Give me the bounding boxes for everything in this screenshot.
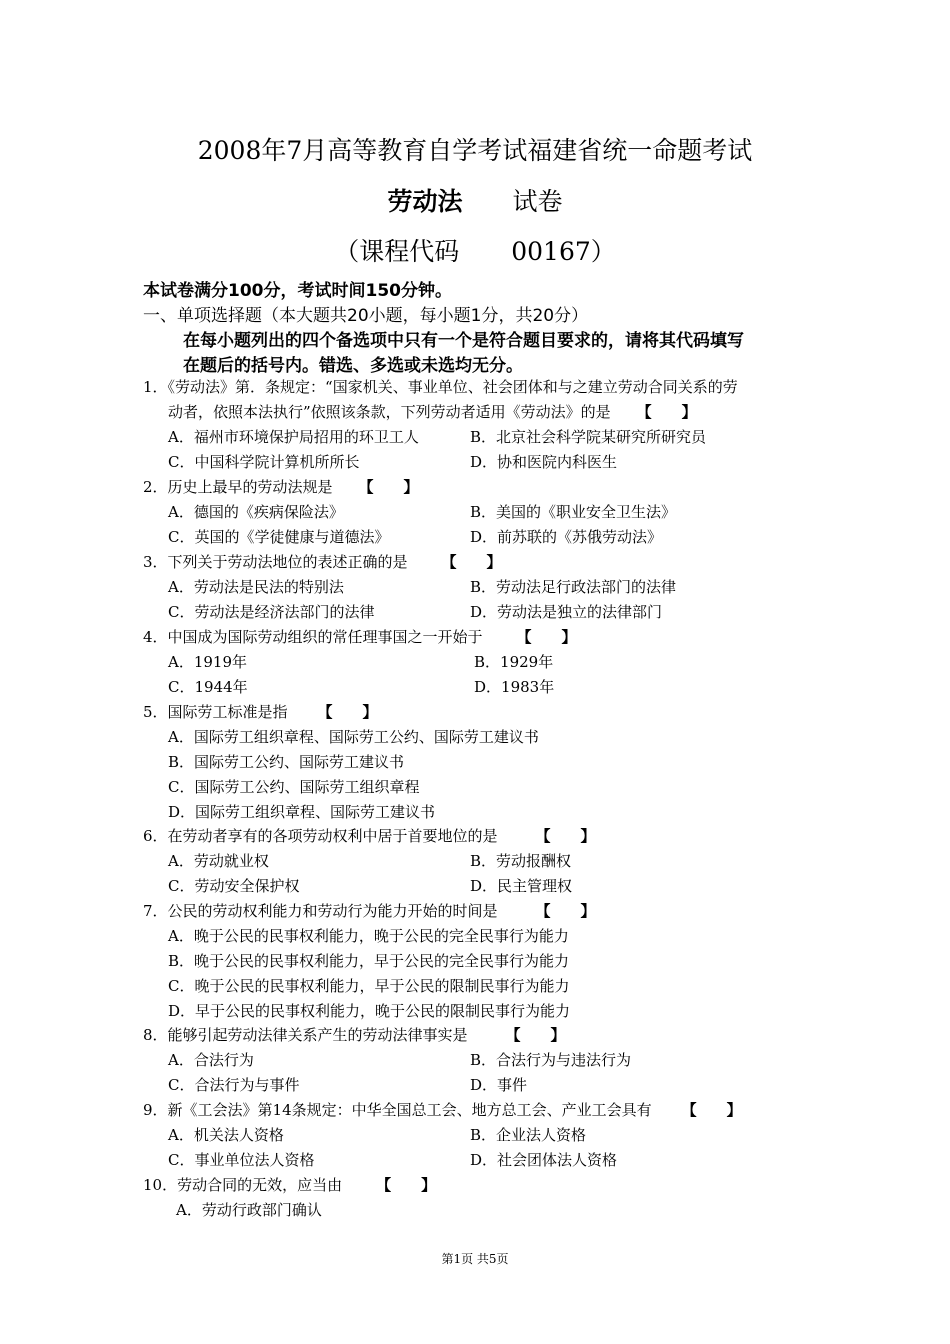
subject-name: 劳动法 [387,187,463,216]
q4-option-b: B．1929年 [474,653,554,671]
q9-option-a: A．机关法人资格 [168,1126,284,1144]
answer-bracket: 【 】 [636,403,697,421]
q8-option-c: C．合法行为与事件 [168,1076,300,1094]
question-8-stem: 8．能够引起劳动法律关系产生的劳动法律事实是 【 】 [143,1026,566,1044]
q9-option-b: B．企业法人资格 [470,1126,587,1144]
answer-bracket: 【 】 [376,1176,437,1194]
q1-option-c: C．中国科学院计算机所所长 [168,453,360,471]
q6-option-d: D．民主管理权 [470,877,573,895]
section-instruction-2: 在题后的括号内。错选、多选或未选均无分。 [183,356,523,376]
q5-option-d: D．国际劳工组织章程、国际劳工建议书 [168,803,436,821]
question-6-stem: 6．在劳动者享有的各项劳动权利中居于首要地位的是 【 】 [143,827,596,845]
section-heading: 一、单项选择题（本大题共20小题，每小题1分，共20分） [143,306,589,326]
q8-option-a: A．合法行为 [168,1051,254,1069]
q3-option-d: D．劳动法是独立的法律部门 [470,603,663,621]
answer-bracket: 【 】 [317,703,378,721]
q2-option-c: C．英国的《学徒健康与道德法》 [168,528,390,546]
q3-option-a: A．劳动法是民法的特别法 [168,578,344,596]
q3-option-c: C．劳动法是经济法部门的法律 [168,603,375,621]
q5-option-c: C．国际劳工公约、国际劳工组织章程 [168,778,420,796]
q3-option-b: B．劳动法足行政法部门的法律 [470,578,677,596]
course-code-line [0,232,950,268]
question-5-stem: 5．国际劳工标准是指 【 】 [143,703,378,721]
q1-option-d: D．协和医院内科医生 [470,453,618,471]
q4-option-d: D．1983年 [474,678,555,696]
q8-option-b: B．合法行为与违法行为 [470,1051,632,1069]
q1-option-b: B．北京社会科学院某研究所研究员 [470,428,707,446]
q6-option-a: A．劳动就业权 [168,852,269,870]
q5-option-b: B．国际劳工公约、国际劳工建议书 [168,753,405,771]
exam-intro: 本试卷满分100分，考试时间150分钟。 [143,281,452,301]
answer-bracket: 【 】 [516,628,577,646]
question-4-stem: 4．中国成为国际劳动组织的常任理事国之一开始于 【 】 [143,628,577,646]
section-instruction-1: 在每小题列出的四个备选项中只有一个是符合题目要求的，请将其代码填写 [183,331,744,351]
q7-option-d: D．早于公民的民事权利能力，晚于公民的限制民事行为能力 [168,1002,571,1020]
page-footer: 第1页 共5页 [441,1252,509,1266]
q7-option-a: A．晚于公民的民事权利能力，晚于公民的完全民事行为能力 [168,927,569,945]
answer-bracket: 【 】 [358,478,419,496]
q4-option-a: A．1919年 [168,653,248,671]
q8-option-d: D．事件 [470,1076,528,1094]
answer-bracket: 【 】 [535,827,596,845]
q9-option-c: C．事业单位法人资格 [168,1151,315,1169]
question-2-stem: 2．历史上最早的劳动法规是 【 】 [143,478,419,496]
question-9-stem: 9．新《工会法》第14条规定：中华全国总工会、地方总工会、产业工会具有 【 】 [143,1101,742,1119]
exam-title: 2008年7月高等教育自学考试福建省统一命题考试 [197,136,753,165]
q5-option-a: A．国际劳工组织章程、国际劳工公约、国际劳工建议书 [168,728,539,746]
subject-title [0,182,950,218]
q2-option-a: A．德国的《疾病保险法》 [168,503,344,521]
q2-option-b: B．美国的《职业安全卫生法》 [470,503,677,521]
course-code-value: 00167） [511,237,616,266]
answer-bracket: 【 】 [535,902,596,920]
q7-option-c: C．晚于公民的民事权利能力，早于公民的限制民事行为能力 [168,977,570,995]
q4-option-c: C．1944年 [168,678,248,696]
question-10-stem: 10．劳动合同的无效，应当由 【 】 [143,1176,437,1194]
course-code-label: （课程代码 [334,237,460,266]
answer-bracket: 【 】 [441,553,502,571]
answer-bracket: 【 】 [505,1026,566,1044]
paper-label: 试卷 [512,187,563,216]
q6-option-c: C．劳动安全保护权 [168,877,300,895]
q10-option-a: A．劳动行政部门确认 [176,1201,322,1219]
q2-option-d: D．前苏联的《苏俄劳动法》 [470,528,663,546]
q1-option-a: A．福州市环境保护局招用的环卫工人 [168,428,419,446]
answer-bracket: 【 】 [681,1101,742,1119]
q9-option-d: D．社会团体法人资格 [470,1151,618,1169]
question-7-stem: 7．公民的劳动权利能力和劳动行为能力开始的时间是 【 】 [143,902,596,920]
question-1-stem: 1．《劳动法》第．条规定：“国家机关、事业单位、社会团体和与之建立劳动合同关系的劳 [143,378,738,396]
q6-option-b: B．劳动报酬权 [470,852,572,870]
q7-option-b: B．晚于公民的民事权利能力，早于公民的完全民事行为能力 [168,952,570,970]
question-1-stem-cont: 动者，依照本法执行”依照该条款，下列劳动者适用《劳动法》的是 【 】 [168,403,697,421]
question-3-stem: 3．下列关于劳动法地位的表述正确的是 【 】 [143,553,502,571]
